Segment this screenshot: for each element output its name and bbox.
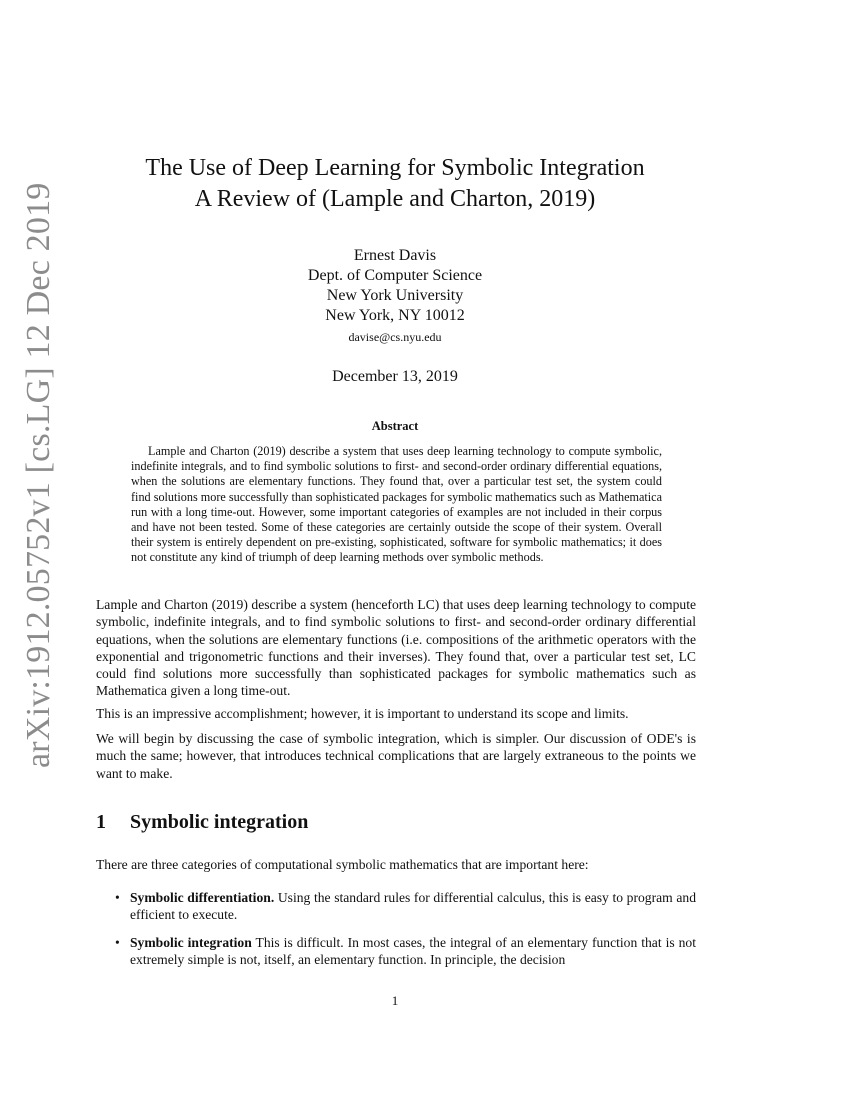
body-paragraph: We will begin by discussing the case of symbolic integration, which is simpler. Our discussion of ODE's is much the same; however, that introduces technical complications that are largely extraneous to the points we want to make. [96,731,696,781]
list-item-text: This is difficult. In most cases, the integral of an elementary function that is not extremely simple is not, itself, an elementary function. In principle, the decision [130,934,696,967]
author-university: New York University [326,287,464,304]
list-item [96,934,696,969]
author-city: New York, NY 10012 [325,307,465,324]
author-email: davise@cs.nyu.edu [348,330,442,344]
body-paragraph: This is an impressive accomplishment; however, it is important to understand its scope and limits. [96,706,629,721]
page-number: 1 [391,993,399,1008]
list-item-lead: Symbolic differentiation. [130,890,275,905]
abstract-text: Lample and Charton (2019) describe a system that uses deep learning technology to compute symbolic, indefinite integrals, and to find symbolic solutions to first- and second-order ordinary differential equations, when the solutions are elementary functions. They found that, over a particular test set, the system could find solutions more successfully than sophisticated packages for symbolic mathematics such as Mathematica run with a long time-out. However, some important categories of examples are not included in their corpus and have not been tested. Some of these categories are certainly outside the scope of their system. Overall their system is entirely dependent on pre-existing, sophisticated, software for symbolic mathematics; it does not constitute any kind of triumph of deep learning methods over symbolic methods. [131,444,662,565]
body-paragraph: Lample and Charton (2019) describe a system (henceforth LC) that uses deep learning technology to compute symbolic, indefinite integrals, and to find symbolic solutions to first- and second-order ordinary differential equations, when the solutions are elementary functions (i.e. compositions of the arithmetic operators with the exponential and trigonometric functions and their inverses). They found that, over a particular test set, LC could find solutions more successfully than sophisticated packages for symbolic mathematics such as Mathematica given a long time-out. [96,597,696,699]
publication-date: December 13, 2019 [332,368,458,385]
bullet-icon: • [115,934,120,950]
author-block [95,246,695,346]
paper-title-line-1: The Use of Deep Learning for Symbolic Integration [145,155,645,181]
bullet-list [96,889,696,978]
bullet-icon: • [115,890,120,905]
section-intro-paragraph: There are three categories of computational symbolic mathematics that are important here: [96,857,589,872]
abstract-heading: Abstract [371,419,419,433]
author-department: Dept. of Computer Science [307,267,483,284]
paper-title-line-2: A Review of (Lample and Charton, 2019) [194,186,596,212]
author-name: Ernest Davis [353,247,437,264]
paper-title [95,153,695,215]
list-item-lead: Symbolic integration [130,934,252,950]
section-number: 1 [96,811,106,833]
arxiv-identifier-stamp: arXiv:1912.05752v1 [cs.LG] 12 Dec 2019 [20,182,57,768]
list-item [96,889,696,924]
section-heading [96,811,308,834]
list-item-text: Using the standard rules for differential calculus, this is easy to program and efficient to execute. [130,890,696,923]
section-title: Symbolic integration [130,811,309,833]
